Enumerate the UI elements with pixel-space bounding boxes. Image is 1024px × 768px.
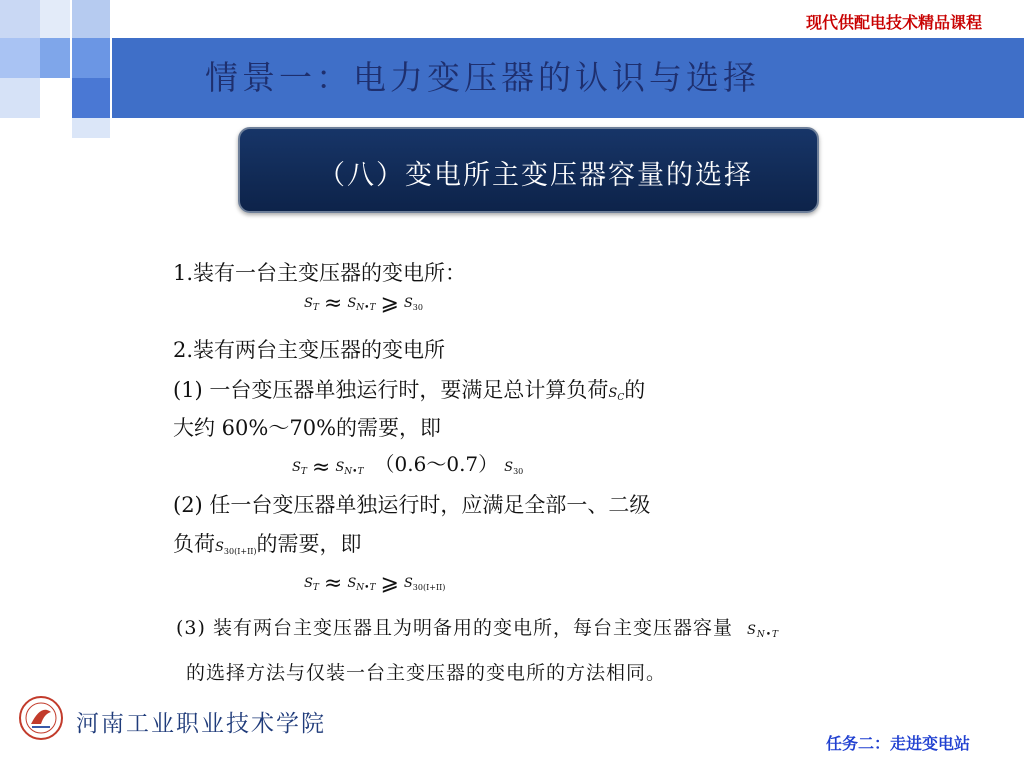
item-2-2-line-a: (2) 任一台变压器单独运行时，应满足全部一、二级 (173, 493, 651, 517)
formula-1: ST ≈ SN•T ⩾ S30 (304, 291, 423, 316)
deco-square (72, 38, 110, 78)
item-2-text: 2.装有两台主变压器的变电所 (173, 338, 446, 362)
section-title: （八）变电所主变压器容量的选择 (318, 160, 753, 191)
item-2-1-line-b: 大约 60%～70%的需要，即 (173, 416, 442, 440)
footer-school-name: 河南工业职业技术学院 (76, 711, 326, 737)
deco-square (0, 38, 40, 78)
deco-square (40, 78, 70, 118)
deco-square (0, 0, 40, 38)
item-1-text: 1.装有一台主变压器的变电所： (173, 261, 467, 285)
course-name: 现代供配电技术精品课程 (805, 13, 982, 32)
item-2-1-line-a: (1) 一台变压器单独运行时，要满足总计算负荷SC的 (173, 378, 646, 403)
deco-square (40, 38, 70, 78)
footer-task-name: 任务二：走进变电站 (825, 734, 970, 753)
item-3-line-b: 的选择方法与仅装一台主变压器的变电所的方法相同。 (186, 662, 667, 684)
section-title-box (238, 127, 819, 213)
deco-square (40, 0, 70, 38)
school-logo-icon (14, 694, 68, 742)
deco-square (72, 0, 110, 38)
formula-3: ST ≈ SN•T ⩾ S30(I+II) (304, 571, 446, 596)
deco-square (0, 78, 40, 118)
deco-square (72, 118, 110, 138)
slide-title: 情景一：电力变压器的认识与选择 (205, 58, 760, 97)
formula-2: ST ≈ SN•T （0.6～0.7） S30 (292, 452, 524, 480)
item-2-2-line-b: 负荷S30(I+II)的需要，即 (173, 532, 362, 556)
deco-square (72, 78, 110, 118)
item-3-line-a: (3) 装有两台主变压器且为明备用的变电所，每台主变压器容量 SN•T (176, 617, 780, 640)
